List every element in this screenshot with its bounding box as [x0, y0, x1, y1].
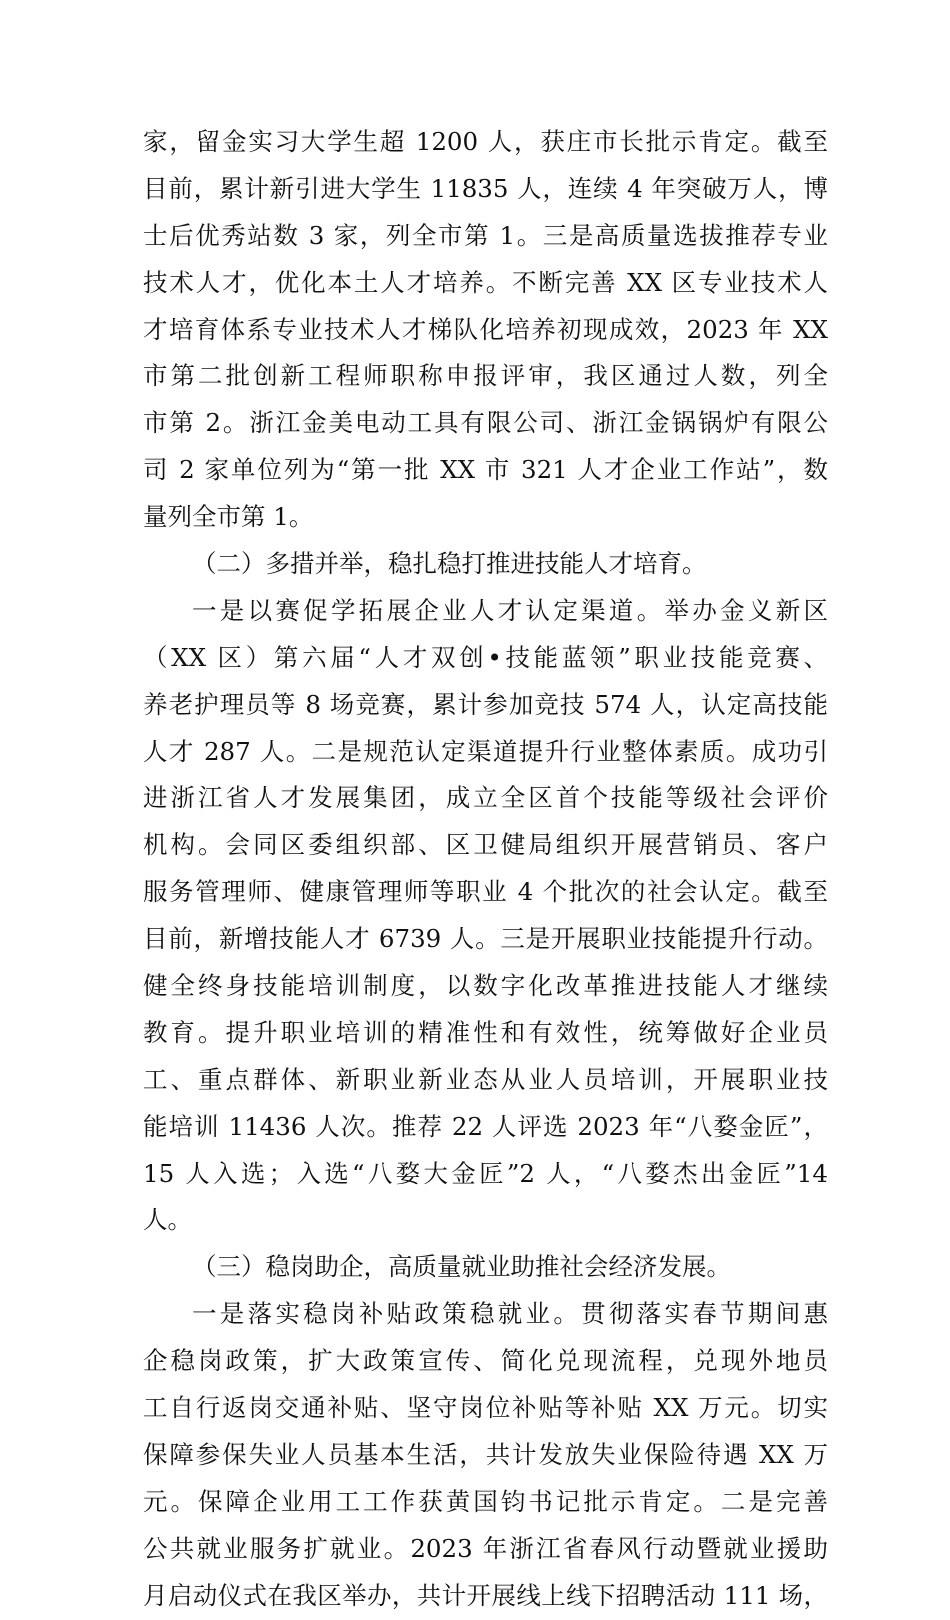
text-line: 人才 287 人。二是规范认定渠道提升行业整体素质。成功引 — [143, 736, 828, 766]
text-line: 机构。会同区委组织部、区卫健局组织开展营销员、客户 — [143, 830, 828, 860]
text-line: 市第二批创新工程师职称申报评审，我区通过人数，列全 — [143, 361, 828, 391]
text-line: 企稳岗政策，扩大政策宣传、简化兑现流程，兑现外地员 — [143, 1346, 828, 1376]
text-line: 技术人才，优化本土人才培养。不断完善 XX 区专业技术人 — [143, 267, 828, 297]
text-line: （二）多措并举，稳扎稳打推进技能人才培育。 — [192, 549, 707, 579]
text-line: 养老护理员等 8 场竞赛，累计参加竞技 574 人，认定高技能 — [143, 689, 828, 719]
text-line: 市第 2。浙江金美电动工具有限公司、浙江金锅锅炉有限公 — [143, 408, 828, 438]
text-line: 家，留金实习大学生超 1200 人，获庄市长批示肯定。截至 — [143, 127, 828, 156]
text-line: 一是落实稳岗补贴政策稳就业。贯彻落实春节期间惠 — [192, 1299, 828, 1329]
text-line: 保障参保失业人员基本生活，共计发放失业保险待遇 XX 万 — [143, 1439, 828, 1469]
text-line: 进浙江省人才发展集团，成立全区首个技能等级社会评价 — [143, 783, 828, 813]
text-line: 人。 — [143, 1205, 192, 1235]
text-line: 量列全市第 1。 — [143, 502, 314, 532]
text-line: （XX 区）第六届“人才双创•技能蓝领”职业技能竞赛、 — [143, 642, 828, 672]
text-line: 健全终身技能培训制度，以数字化改革推进技能人才继续 — [143, 971, 828, 1001]
text-line: 能培训 11436 人次。推荐 22 人评选 2023 年“八婺金匠”， — [143, 1111, 828, 1141]
text-line: 目前，累计新引进大学生 11835 人，连续 4 年突破万人，博 — [143, 173, 828, 203]
text-line: 元。保障企业用工工作获黄国钧书记批示肯定。二是完善 — [143, 1486, 828, 1516]
text-line: （三）稳岗助企，高质量就业助推社会经济发展。 — [192, 1252, 731, 1282]
text-line: 工自行返岗交通补贴、坚守岗位补贴等补贴 XX 万元。切实 — [143, 1393, 828, 1423]
text-line: 月启动仪式在我区举办，共计开展线上线下招聘活动 111 场， — [143, 1580, 828, 1610]
text-line: 服务管理师、健康管理师等职业 4 个批次的社会认定。截至 — [143, 877, 828, 907]
text-line: 士后优秀站数 3 家，列全市第 1。三是高质量选拔推荐专业 — [143, 220, 828, 250]
text-line: 一是以赛促学拓展企业人才认定渠道。举办金义新区 — [192, 595, 828, 625]
text-line: 工、重点群体、新职业新业态从业人员培训，开展职业技 — [143, 1064, 828, 1094]
text-line: 司 2 家单位列为“第一批 XX 市 321 人才企业工作站”，数 — [143, 455, 828, 485]
text-line: 才培育体系专业技术人才梯队化培养初现成效，2023 年 XX — [143, 314, 828, 344]
document-body — [143, 119, 828, 1620]
text-line: 教育。提升职业培训的精准性和有效性，统筹做好企业员 — [143, 1017, 828, 1047]
text-line: 目前，新增技能人才 6739 人。三是开展职业技能提升行动。 — [143, 924, 828, 954]
text-line: 公共就业服务扩就业。2023 年浙江省春风行动暨就业援助 — [143, 1533, 828, 1563]
text-line: 15 人入选；入选“八婺大金匠”2 人，“八婺杰出金匠”14 — [143, 1158, 828, 1188]
